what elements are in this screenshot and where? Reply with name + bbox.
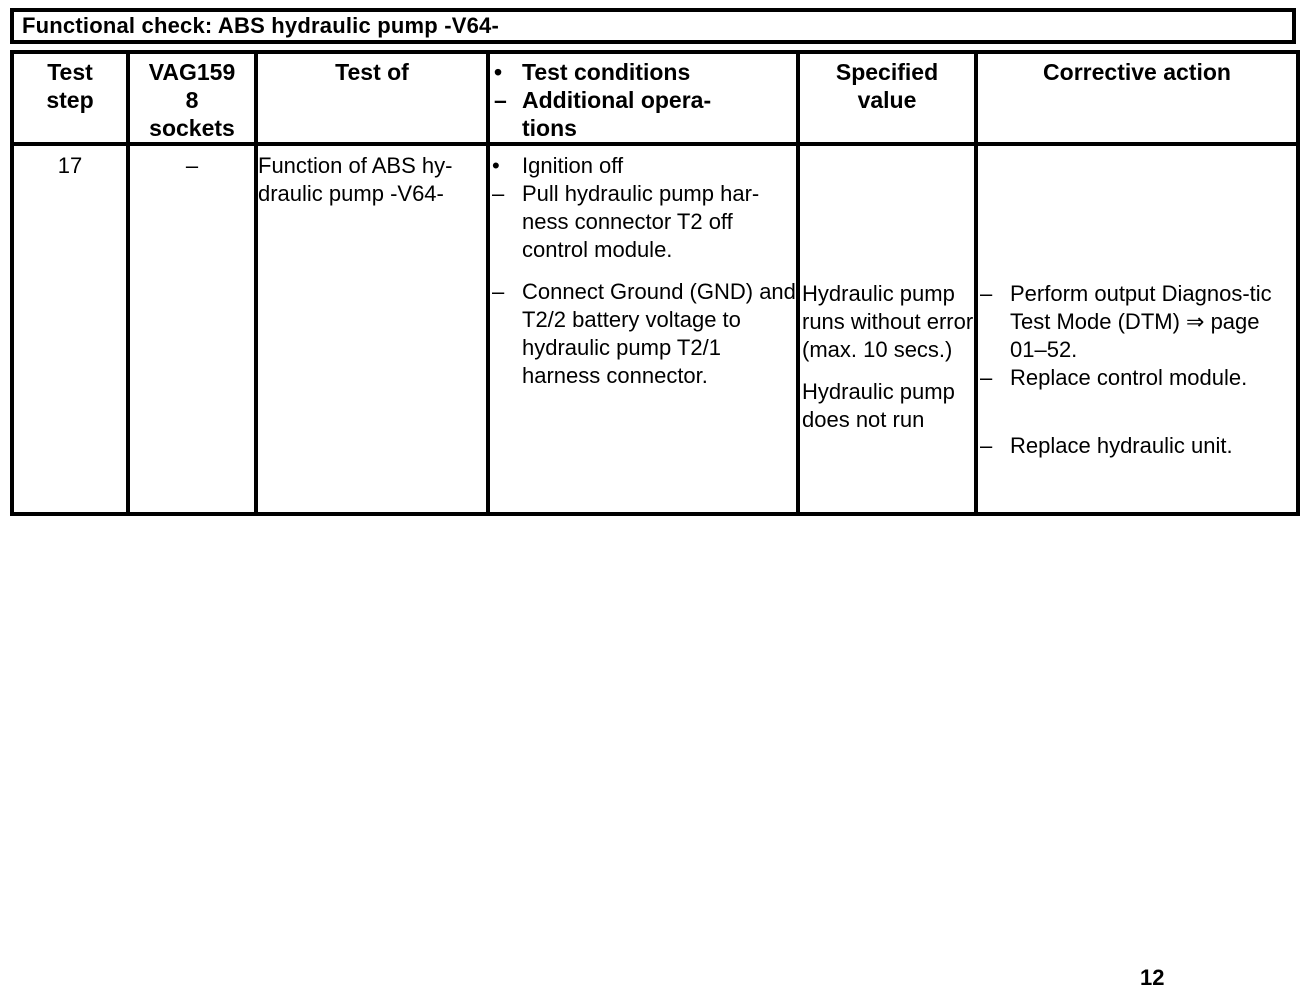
header-test-of: Test of <box>256 52 488 144</box>
section-title: Functional check: ABS hydraulic pump -V64- <box>10 8 1296 44</box>
table-header-row <box>12 52 1298 144</box>
specified-value-1: Hydraulic pump runs without error (max. 10 secs.) <box>802 281 974 362</box>
header-specified-line2: value <box>857 87 917 113</box>
header-conditions-text: tions <box>522 115 577 141</box>
cell-corrective-action <box>976 144 1298 514</box>
header-specified-value <box>798 52 976 144</box>
page-content <box>10 8 1296 516</box>
dash-mark: – <box>492 279 505 304</box>
list-item <box>490 152 796 180</box>
header-test-step <box>12 52 128 144</box>
list-item <box>978 280 1296 364</box>
header-test-step-line2: step <box>46 87 94 113</box>
dash-mark: – <box>492 181 505 206</box>
list-item-text: Replace hydraulic unit. <box>1010 433 1233 458</box>
header-test-step-line1: Test <box>47 59 93 85</box>
specified-value-2: Hydraulic pump does not run <box>802 379 955 432</box>
header-vag-line1: VAG159 <box>148 59 236 85</box>
list-item-text: Perform output Diagnos-tic Test Mode (DTM) ⇒ page 01–52. <box>1010 281 1272 362</box>
cell-test-of: Function of ABS hy-draulic pump -V64- <box>256 144 488 514</box>
cell-specified-value <box>798 144 976 514</box>
table-row <box>12 144 1298 514</box>
list-item-text: Pull hydraulic pump har-ness connector T2 off control module. <box>522 181 760 262</box>
list-item <box>490 180 796 264</box>
dash-mark: – <box>980 365 993 390</box>
cell-test-step: 17 <box>12 144 128 514</box>
empty-mark <box>494 114 522 142</box>
bullet-mark: • <box>494 59 503 85</box>
header-vag-line2: 8 <box>185 87 199 113</box>
header-conditions-line <box>494 58 796 86</box>
functional-check-table <box>10 50 1300 516</box>
header-conditions-text: Test conditions <box>522 59 691 85</box>
dash-mark: – <box>980 433 993 458</box>
header-corrective-action: Corrective action <box>976 52 1298 144</box>
dash-mark: – <box>494 87 507 113</box>
list-item <box>490 278 796 390</box>
cell-conditions <box>488 144 798 514</box>
list-item-text: Connect Ground (GND) and T2/2 battery voltage to hydraulic pump T2/1 harness connector. <box>522 279 796 388</box>
list-item <box>978 432 1296 460</box>
list-item-text: Ignition off <box>522 153 624 178</box>
cell-vag1598: – <box>128 144 256 514</box>
corrective-group-1 <box>978 152 1296 460</box>
header-conditions-line <box>494 86 796 114</box>
page-number: 12 <box>1140 965 1165 990</box>
header-conditions-text: Additional opera- <box>522 87 712 113</box>
header-conditions-line <box>494 114 796 142</box>
header-specified-line1: Specified <box>835 59 939 85</box>
header-vag1598-sockets <box>128 52 256 144</box>
dash-mark: – <box>980 281 993 306</box>
bullet-mark: • <box>492 153 500 178</box>
header-vag-line3: sockets <box>149 115 235 141</box>
list-item-text: Replace control module. <box>1010 365 1248 390</box>
list-item <box>978 364 1296 392</box>
header-test-conditions <box>488 52 798 144</box>
